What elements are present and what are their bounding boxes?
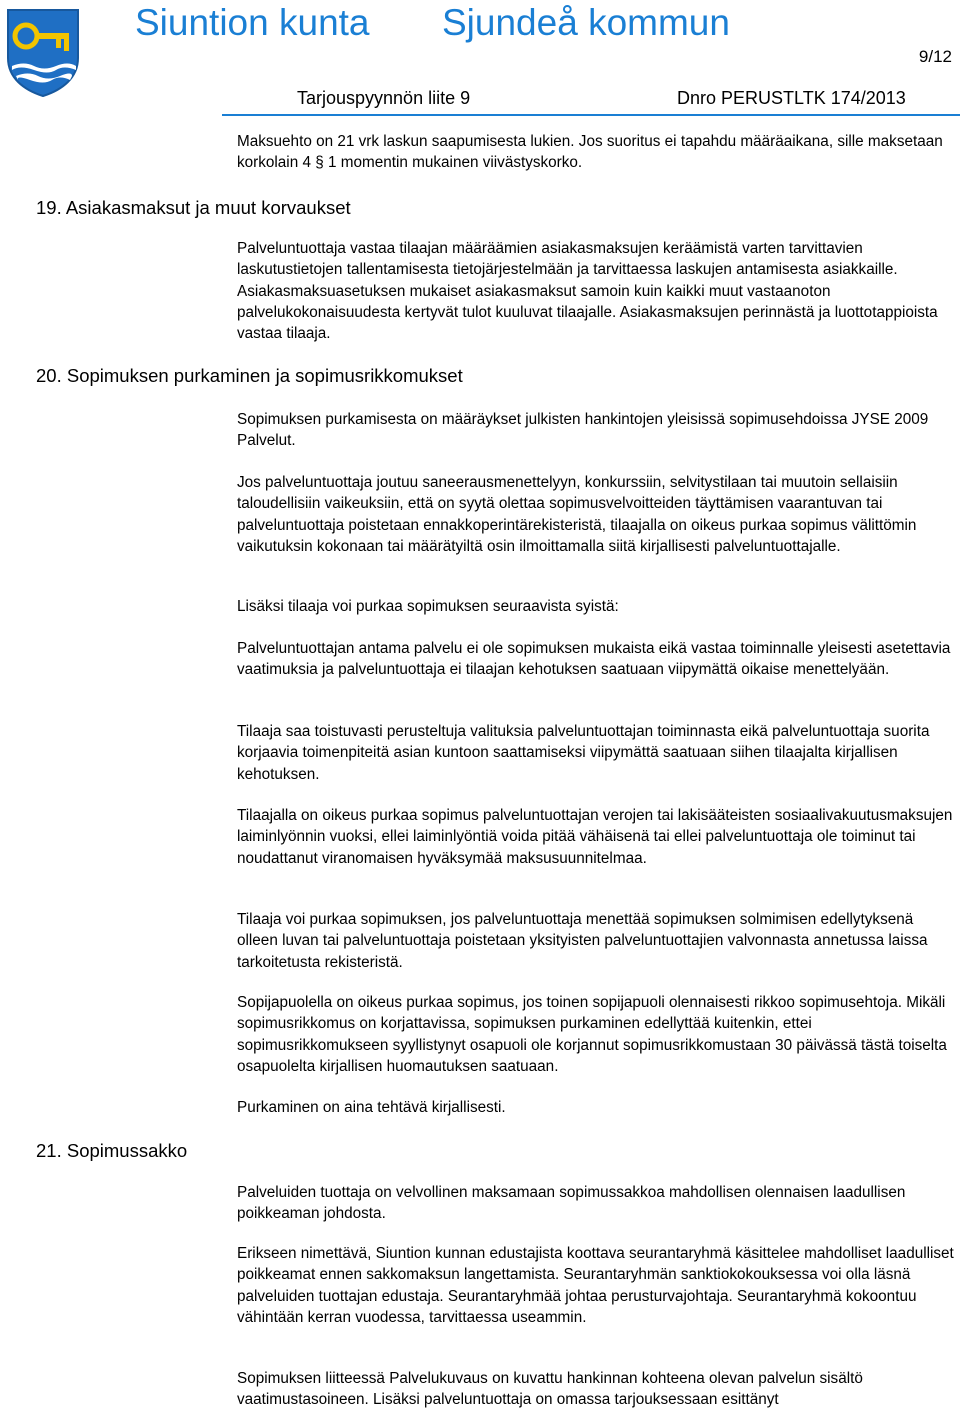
key-crest-icon: [4, 6, 82, 98]
section-20-paragraph-3: Lisäksi tilaaja voi purkaa sopimuksen seuraavista syistä:: [237, 598, 619, 615]
page-number: 9/12: [918, 47, 952, 66]
section-20-paragraph-2: Jos palveluntuottaja joutuu saneerausmenettelyyn, konkurssiin, selvitystilaan tai muutoin sellaisiin taloudellisiin vaikeuksiin, että on syytä olettaa sopimusvelvoitteiden täyttämisen vaarantuvan tai palveluntuottaja poistetaan ennakkoperintärekisteristä, tilaajalla on oikeus purkaa sopimus välittömin vaikutuksin kokonaan tai määrätyiltä osin ilmoittamalla siitä kirjallisesti palveluntuottajalle.: [237, 474, 917, 555]
payment-terms-paragraph: Maksuehto on 21 vrk laskun saapumisesta lukien. Jos suoritus ei tapahdu määräaikana, sille maksetaan korkolain 4 § 1 momentin mukainen viivästyskorko.: [237, 133, 943, 172]
section-20-paragraph-4: Palveluntuottajan antama palvelu ei ole sopimuksen mukaista eikä vastaa toiminnalle yleisesti asetettavia vaatimuksia ja palveluntuottaja ei tilaajan kehotuksen saatuaan viipymättä oikaise menettelyään.: [237, 640, 951, 679]
section-21-heading: 21. Sopimussakko: [36, 1140, 188, 1161]
section-19-paragraph: Palveluntuottaja vastaa tilaajan määräämien asiakasmaksujen keräämistä varten tarvittavien laskutustietojen tallentamisesta tietojärjestelmään ja tarvittaessa laskujen antamisesta asiakkaille. Asiakasmaksuasetuksen mukaiset asiakasmaksut samoin kuin kaikki muut vastaanoton palvelukokonaisuudesta kertyvät tulot kuuluvat tilaajalle. Asiakasmaksujen perinnästä ja luottotappioista vastaa tilaaja.: [237, 240, 938, 343]
document-reference: Tarjouspyynnön liite 9: [297, 88, 471, 108]
municipality-name-sv: Sjundeå kommun: [442, 2, 730, 43]
section-20-heading: 20. Sopimuksen purkaminen ja sopimusrikkomukset: [36, 365, 463, 386]
section-20-paragraph-8: Sopijapuolella on oikeus purkaa sopimus, jos toinen sopijapuoli olennaisesti rikkoo sopimusehtoja. Mikäli sopimusrikkomus on korjattavissa, sopimuksen purkaminen edellyttää kuitenkin, ettei sopimusrikkomukseen syyllistynyt osapuoli ole korjannut sopimusrikkomustaan 30 päivässä tästä toiselta osapuolelta kirjallisen huomautuksen saatuaan.: [237, 994, 947, 1075]
section-19-heading: 19. Asiakasmaksut ja muut korvaukset: [36, 197, 351, 218]
section-20-paragraph-9: Purkaminen on aina tehtävä kirjallisesti.: [237, 1099, 506, 1116]
section-20-paragraph-6: Tilaajalla on oikeus purkaa sopimus palveluntuottajan verojen tai lakisääteisten sosiaalivakuutusmaksujen laiminlyönnin vuoksi, ellei laiminlyöntiä voida pitää vähäisenä tai ellei palveluntuottaja ole toiminut tai noudattanut viranomaisen hyväksymää maksusuunnitelmaa.: [237, 807, 953, 867]
header-divider: [222, 114, 960, 116]
section-20-paragraph-5: Tilaaja saa toistuvasti perusteltuja valituksia palveluntuottajan toiminnasta eikä palveluntuottaja suorita korjaavia toimenpiteitä asian kuntoon saattamiseksi viipymättä saatuaan siihen tilaajalta kirjallisen kehotuksen.: [237, 723, 930, 783]
section-21-paragraph-1: Palveluiden tuottaja on velvollinen maksamaan sopimussakkoa mahdollisen olennaisen laadullisen poikkeaman johdosta.: [237, 1184, 906, 1223]
section-21-paragraph-2: Erikseen nimettävä, Siuntion kunnan edustajista koottava seurantaryhmä käsittelee mahdolliset laadulliset poikkeamat ennen sakkomaksun langettamista. Seurantaryhmän sanktiokokouksessa voi olla läsnä palveluiden tuottajan edustaja. Seurantaryhmää johtaa perusturvajohtaja. Seurantaryhmä kokoontuu vähintään kerran vuodessa, tarvittaessa useammin.: [237, 1245, 954, 1326]
section-21-paragraph-3: Sopimuksen liitteessä Palvelukuvaus on kuvattu hankinnan kohteena olevan palvelun sisältö vaatimustasoineen. Lisäksi palveluntuottaja on omassa tarjouksessaan esittänyt: [237, 1370, 863, 1409]
document-number: Dnro PERUSTLTK 174/2013: [677, 88, 906, 108]
municipality-name-fi: Siuntion kunta: [135, 2, 370, 43]
section-20-paragraph-1: Sopimuksen purkamisesta on määräykset julkisten hankintojen yleisissä sopimusehdoissa JYSE 2009 Palvelut.: [237, 411, 929, 450]
section-20-paragraph-7: Tilaaja voi purkaa sopimuksen, jos palveluntuottaja menettää sopimuksen solmimisen edellytyksenä olleen luvan tai palveluntuottaja poistetaan yksityisten palveluntuottajien valvonnasta annetussa laissa tarkoitetusta rekisteristä.: [237, 911, 928, 971]
